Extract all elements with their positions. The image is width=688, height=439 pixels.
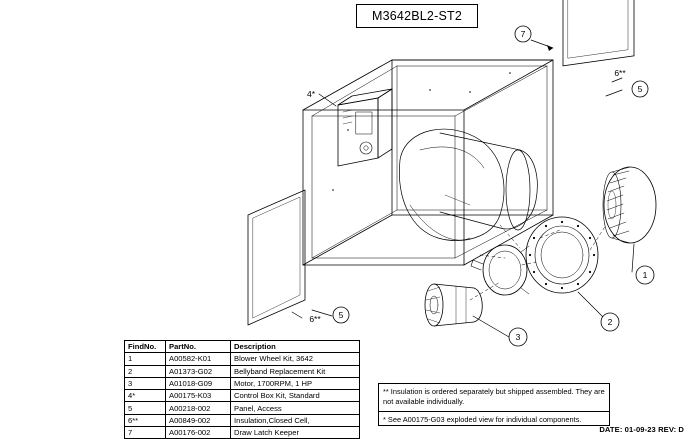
cell-findno: 6** xyxy=(125,414,166,426)
table-row xyxy=(125,427,360,439)
callout-4 xyxy=(307,89,316,99)
callout-1 xyxy=(636,266,654,284)
table-row xyxy=(125,402,360,414)
cell-findno: 1 xyxy=(125,353,166,365)
column-header-findno: FindNo. xyxy=(125,341,166,353)
cell-description: Panel, Access xyxy=(231,402,360,414)
svg-text:6**: 6** xyxy=(614,68,626,78)
callout-6-right xyxy=(614,68,626,78)
svg-text:3: 3 xyxy=(515,332,521,342)
cell-partno: A00218-002 xyxy=(166,402,231,414)
column-header-description: Description xyxy=(231,341,360,353)
parts-table xyxy=(124,340,360,439)
table-row xyxy=(125,353,360,365)
note-double-asterisk: ** Insulation is ordered separately but shipped assembled. They are not available individually. xyxy=(378,383,610,419)
cell-description: Insulation,Closed Cell, xyxy=(231,414,360,426)
callout-6-left xyxy=(309,314,321,324)
cell-findno: 4* xyxy=(125,390,166,402)
callout-5-right xyxy=(632,81,648,97)
cell-partno: A00176-002 xyxy=(166,427,231,439)
table-header-row xyxy=(125,341,360,353)
cell-partno: A00582-K01 xyxy=(166,353,231,365)
cell-description: Blower Wheel Kit, 3642 xyxy=(231,353,360,365)
cell-partno: A00849-002 xyxy=(166,414,231,426)
cell-partno: A01373-G02 xyxy=(166,365,231,377)
svg-text:5: 5 xyxy=(637,84,643,94)
callout-3 xyxy=(509,328,527,346)
cell-description: Bellyband Replacement Kit xyxy=(231,365,360,377)
svg-text:2: 2 xyxy=(607,317,613,327)
callout-2 xyxy=(601,313,619,331)
cell-findno: 7 xyxy=(125,427,166,439)
svg-text:4*: 4* xyxy=(306,89,316,99)
cell-description: Draw Latch Keeper xyxy=(231,427,360,439)
cell-description: Motor, 1700RPM, 1 HP xyxy=(231,377,360,389)
table-row xyxy=(125,377,360,389)
cell-partno: A00175-K03 xyxy=(166,390,231,402)
svg-text:1: 1 xyxy=(642,270,648,280)
cell-description: Control Box Kit, Standard xyxy=(231,390,360,402)
footer-date-revision: DATE: 01-09-23 REV: D xyxy=(599,425,684,434)
svg-text:6**: 6** xyxy=(309,314,321,324)
cell-findno: 2 xyxy=(125,365,166,377)
cell-partno: A01018-G09 xyxy=(166,377,231,389)
callout-7 xyxy=(515,26,531,42)
table-row xyxy=(125,390,360,402)
page-title: M3642BL2-ST2 xyxy=(372,9,462,23)
column-header-partno: PartNo. xyxy=(166,341,231,353)
svg-text:7: 7 xyxy=(520,29,526,39)
table-row xyxy=(125,414,360,426)
svg-text:5: 5 xyxy=(338,310,344,320)
table-row xyxy=(125,365,360,377)
cell-findno: 5 xyxy=(125,402,166,414)
cell-findno: 3 xyxy=(125,377,166,389)
note-single-asterisk: * See A00175-G03 exploded view for individual components. xyxy=(378,411,610,426)
callout-5-left xyxy=(333,307,349,323)
